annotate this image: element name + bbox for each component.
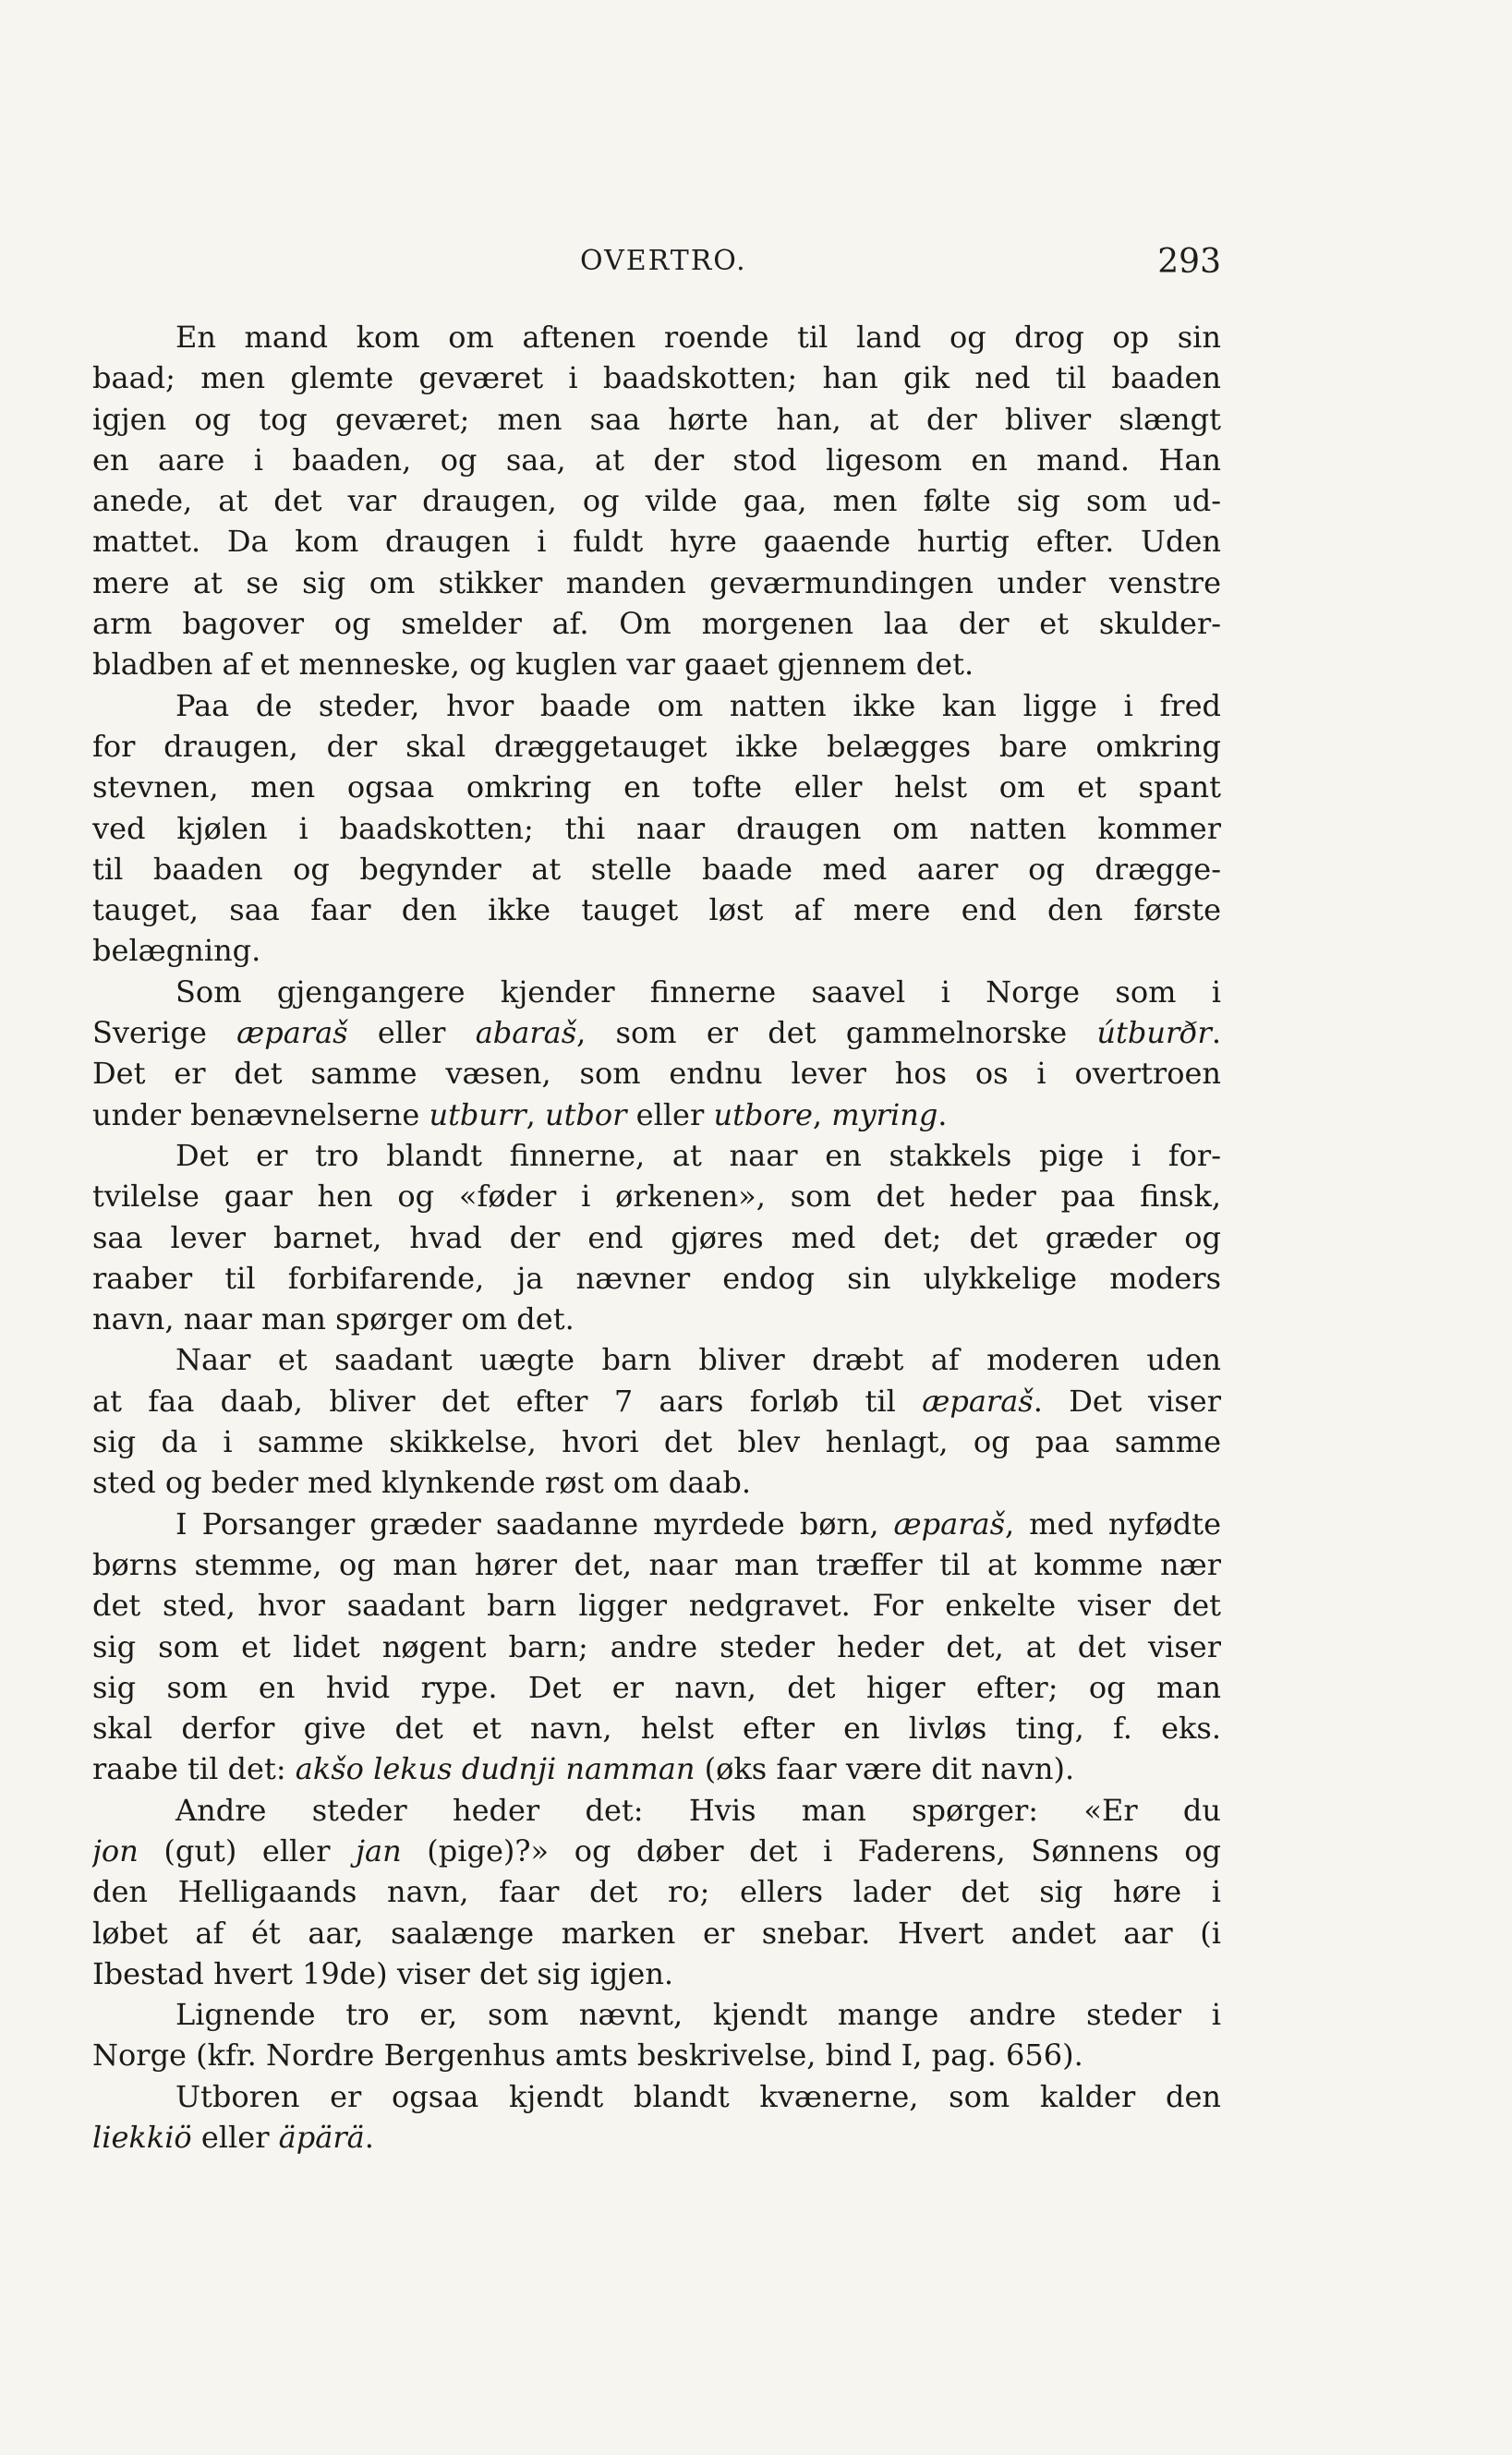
text-line <box>92 1953 1221 1994</box>
text-line <box>92 1504 1221 1544</box>
text-run: . Det viser <box>1033 1383 1221 1419</box>
text-line <box>92 1217 1221 1258</box>
text-line <box>92 1627 1221 1667</box>
text-line <box>92 1667 1221 1708</box>
text-run: Naar et saadant uægte barn bliver dræbt af moderen uden <box>175 1342 1221 1378</box>
text-run: den Helligaands navn, faar det ro; ellers lader det sig høre i <box>92 1874 1221 1910</box>
text-line <box>92 1462 1221 1503</box>
text-run: eller <box>191 2120 279 2156</box>
text-run: til baaden og begynder at stelle baade med aarer og drægge- <box>92 851 1221 887</box>
text-line <box>92 2117 1221 2158</box>
text-run: det sted, hvor saadant barn ligger nedgravet. For enkelte viser det <box>92 1588 1221 1624</box>
text-run: , <box>812 1096 832 1132</box>
text-run: sig som en hvid rype. Det er navn, det higer efter; og man <box>92 1669 1221 1705</box>
text-run: stevnen, men ogsaa omkring en tofte eller helst om et spant <box>92 769 1221 805</box>
text-line <box>92 440 1221 480</box>
text-line <box>92 317 1221 357</box>
italic-term: æparaš <box>236 1015 348 1051</box>
italic-term: abaraš <box>475 1015 577 1051</box>
text-line <box>92 1258 1221 1299</box>
italic-term: jon <box>92 1832 139 1868</box>
text-run: en aare i baaden, og saa, at der stod ligesom en mand. Han <box>92 441 1221 478</box>
text-line <box>92 1790 1221 1831</box>
text-run: sig da i samme skikkelse, hvori det blev henlagt, og paa samme <box>92 1424 1221 1460</box>
text-run: sig som et lidet nøgent barn; andre steder heder det, at det viser <box>92 1628 1221 1664</box>
text-line <box>92 930 1221 971</box>
text-run: (øks faar være dit navn). <box>695 1751 1075 1787</box>
text-line <box>92 767 1221 807</box>
text-run: tvilelse gaar hen og «føder i ørkenen», som det heder paa finsk, <box>92 1179 1221 1215</box>
text-run: I Porsanger græder saadanne myrdede børn, <box>175 1506 894 1542</box>
italic-term: utbor <box>544 1096 627 1132</box>
text-run: under benævnelserne <box>92 1096 429 1132</box>
text-line <box>92 889 1221 930</box>
text-run: navn, naar man spørger om det. <box>92 1301 575 1337</box>
text-run: raabe til det: <box>92 1751 296 1787</box>
italic-term: utburr <box>429 1096 526 1132</box>
italic-term: äpärä <box>278 2120 365 2156</box>
text-run: bladben af et menneske, og kuglen var gaaet gjennem det. <box>92 647 974 683</box>
body-text <box>92 317 1221 2158</box>
text-run: . <box>364 2120 374 2156</box>
text-line <box>92 1871 1221 1912</box>
text-run: . <box>937 1096 948 1132</box>
text-run: skal derfor give det et navn, helst efter en livløs ting, f. eks. <box>92 1711 1221 1747</box>
text-run: løbet af ét aar, saalænge marken er snebar. Hvert andet aar (i <box>92 1915 1221 1951</box>
text-run: (pige)?» og døber det i Faderens, Sønnens og <box>401 1832 1221 1868</box>
text-line <box>92 1585 1221 1626</box>
text-line <box>92 1339 1221 1380</box>
italic-term: akšo lekus dudnji namman <box>295 1751 696 1787</box>
italic-term: utbore <box>713 1096 813 1132</box>
text-run: sted og beder med klynkende røst om daab. <box>92 1465 751 1501</box>
text-line <box>92 1913 1221 1953</box>
running-head: OVERTRO. <box>580 245 747 277</box>
text-line <box>92 644 1221 684</box>
text-line <box>92 1094 1221 1135</box>
text-run: , <box>526 1096 545 1132</box>
page-header <box>92 245 1221 282</box>
text-run: saa lever barnet, hvad der end gjøres med det; det græder og <box>92 1219 1221 1255</box>
text-run: tauget, saa faar den ikke tauget løst af mere end den første <box>92 892 1221 928</box>
text-run: Andre steder heder det: Hvis man spørger: «Er du <box>175 1792 1221 1828</box>
text-line <box>92 399 1221 440</box>
text-run: Det er tro blandt finnerne, at naar en stakkels pige i for- <box>175 1137 1221 1173</box>
text-line <box>92 2035 1221 2075</box>
text-line <box>92 1708 1221 1748</box>
text-line <box>92 2076 1221 2117</box>
text-line <box>92 1748 1221 1789</box>
text-line <box>92 1012 1221 1053</box>
text-line <box>92 1994 1221 2035</box>
text-line <box>92 562 1221 603</box>
text-run: Som gjengangere kjender finnerne saavel i Norge som i <box>175 974 1221 1010</box>
text-line <box>92 357 1221 398</box>
text-run: belægning. <box>92 933 261 969</box>
text-line <box>92 972 1221 1012</box>
text-run: mattet. Da kom draugen i fuldt hyre gaaende hurtig efter. Uden <box>92 524 1221 560</box>
text-run: Norge (kfr. Nordre Bergenhus amts beskrivelse, bind I, pag. 656). <box>92 2038 1083 2074</box>
text-run: Utboren er ogsaa kjendt blandt kvænerne, som kalder den <box>175 2078 1221 2114</box>
text-line <box>92 726 1221 767</box>
page-number: 293 <box>1157 243 1221 281</box>
text-run: eller <box>347 1015 476 1051</box>
italic-term: æparaš <box>922 1383 1034 1419</box>
text-run: arm bagover og smelder af. Om morgenen laa der et skulder- <box>92 606 1221 642</box>
text-line <box>92 1053 1221 1094</box>
text-line <box>92 1421 1221 1462</box>
text-line <box>92 480 1221 521</box>
text-run: Det er det samme væsen, som endnu lever hos os i overtroen <box>92 1056 1221 1092</box>
text-line <box>92 521 1221 562</box>
text-run: for draugen, der skal dræggetauget ikke belægges bare omkring <box>92 728 1221 764</box>
text-run: at faa daab, bliver det efter 7 aars forløb til <box>92 1383 923 1419</box>
text-line <box>92 685 1221 726</box>
text-line <box>92 603 1221 644</box>
text-run: En mand kom om aftenen roende til land og drog op sin <box>175 320 1221 355</box>
text-line <box>92 1831 1221 1871</box>
italic-term: æparaš <box>893 1506 1005 1542</box>
text-line <box>92 808 1221 849</box>
italic-term: liekkiö <box>92 2120 192 2156</box>
text-line <box>92 1176 1221 1216</box>
text-run: børns stemme, og man hører det, naar man træffer til at komme nær <box>92 1546 1221 1582</box>
text-run: Lignende tro er, som nævnt, kjendt mange andre steder i <box>175 1997 1221 2033</box>
text-run: Ibestad hvert 19de) viser det sig igjen. <box>92 1955 674 1991</box>
italic-term: jan <box>356 1832 402 1868</box>
text-line <box>92 1544 1221 1585</box>
text-run: mere at se sig om stikker manden geværmundingen under venstre <box>92 564 1221 600</box>
text-run: eller <box>626 1096 714 1132</box>
text-run: baad; men glemte geværet i baadskotten; han gik ned til baaden <box>92 360 1221 396</box>
text-run: Paa de steder, hvor baade om natten ikke kan ligge i fred <box>175 687 1221 723</box>
italic-term: útburðr <box>1096 1015 1212 1051</box>
text-run: igjen og tog geværet; men saa hørte han, at der bliver slængt <box>92 401 1221 437</box>
text-run: anede, at det var draugen, og vilde gaa, men følte sig som ud- <box>92 483 1221 519</box>
text-run: , med nyfødte <box>1004 1506 1221 1542</box>
text-line <box>92 849 1221 889</box>
text-run: (gut) eller <box>138 1832 357 1868</box>
italic-term: myring <box>831 1096 938 1132</box>
text-run: . <box>1211 1015 1221 1051</box>
text-line <box>92 1299 1221 1339</box>
text-run: Sverige <box>92 1015 237 1051</box>
text-run: ved kjølen i baadskotten; thi naar draugen om natten kommer <box>92 810 1221 846</box>
text-line <box>92 1135 1221 1176</box>
text-run: , som er det gammelnorske <box>576 1015 1097 1051</box>
text-line <box>92 1381 1221 1421</box>
text-run: raaber til forbifarende, ja nævner endog sin ulykkelige moders <box>92 1260 1221 1296</box>
